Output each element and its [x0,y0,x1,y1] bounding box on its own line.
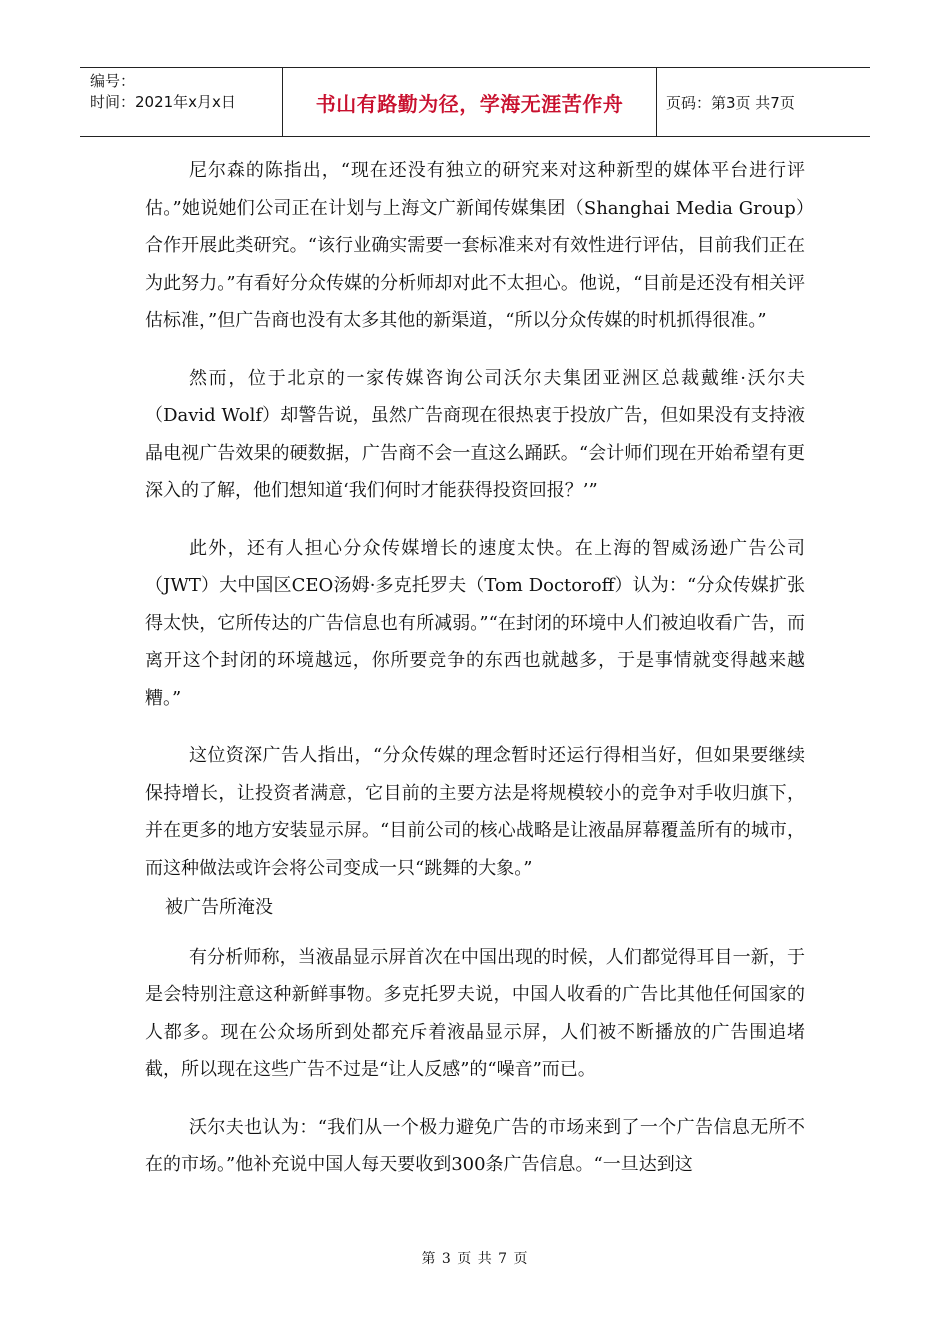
paragraph-5: 有分析师称，当液晶显示屏首次在中国出现的时候，人们都觉得耳目一新，于是会特别注意这种新鲜事物。多克托罗夫说，中国人收看的广告比其他任何国家的人都多。现在公众场所到处都充斥着液晶显示屏，人们被不断播放的广告围追堵截，所以现在这些广告不过是“让人反感”的“噪音”而已。 [145,946,805,1080]
header-motto: 书山有路勤为径，学海无涯苦作舟 [283,68,657,136]
page-footer: 第 3 页 共 7 页 [421,1251,529,1267]
section-subheading: 被广告所淹没 [165,897,273,918]
document-body [145,152,805,1204]
paragraph-3: 此外，还有人担心分众传媒增长的速度太快。在上海的智威汤逊广告公司（JWT）大中国区CEO汤姆·多克托罗夫（Tom Doctoroff）认为：“分众传媒扩张得太快，它所传达的广告信息也有所减弱。”“在封闭的环境中人们被迫收看广告，而离开这个封闭的环境越远，你所要竞争的东西也就越多，于是事情就变得越来越糟。” [145,537,805,709]
paragraph-1: 尼尔森的陈指出，“现在还没有独立的研究来对这种新型的媒体平台进行评估。”她说她们公司正在计划与上海文广新闻传媒集团（Shanghai Media Group）合作开展此类研究。“该行业确实需要一套标准来对有效性进行评估，目前我们正在为此努力。”有看好分众传媒的分析师却对此不太担心。他说，“目前是还没有相关评估标准，”但广告商也没有太多其他的新渠道，“所以分众传媒的时机抓得很准。” [145,160,805,331]
date-label: 时间：2021年x月x日 [90,93,236,111]
page-header [80,67,870,137]
header-meta [80,68,283,136]
serial-label: 编号： [90,72,136,90]
header-page-number: 页码：第3页 共7页 [666,93,795,112]
paragraph-6: 沃尔夫也认为：“我们从一个极力避免广告的市场来到了一个广告信息无所不在的市场。”他补充说中国人每天要收到300条广告信息。“一旦达到这 [145,1116,805,1175]
paragraph-4: 这位资深广告人指出，“分众传媒的理念暂时还运行得相当好，但如果要继续保持增长，让投资者满意，它目前的主要方法是将规模较小的竞争对手收归旗下，并在更多的地方安装显示屏。“目前公司的核心战略是让液晶屏幕覆盖所有的城市，而这种做法或许会将公司变成一只“跳舞的大象。” [145,745,805,879]
paragraph-2: 然而，位于北京的一家传媒咨询公司沃尔夫集团亚洲区总裁戴维·沃尔夫（David Wolf）却警告说，虽然广告商现在很热衷于投放广告，但如果没有支持液晶电视广告效果的硬数据，广告商不会一直这么踊跃。“会计师们现在开始希望有更深入的了解，他们想知道‘我们何时才能获得投资回报？’” [145,367,805,501]
